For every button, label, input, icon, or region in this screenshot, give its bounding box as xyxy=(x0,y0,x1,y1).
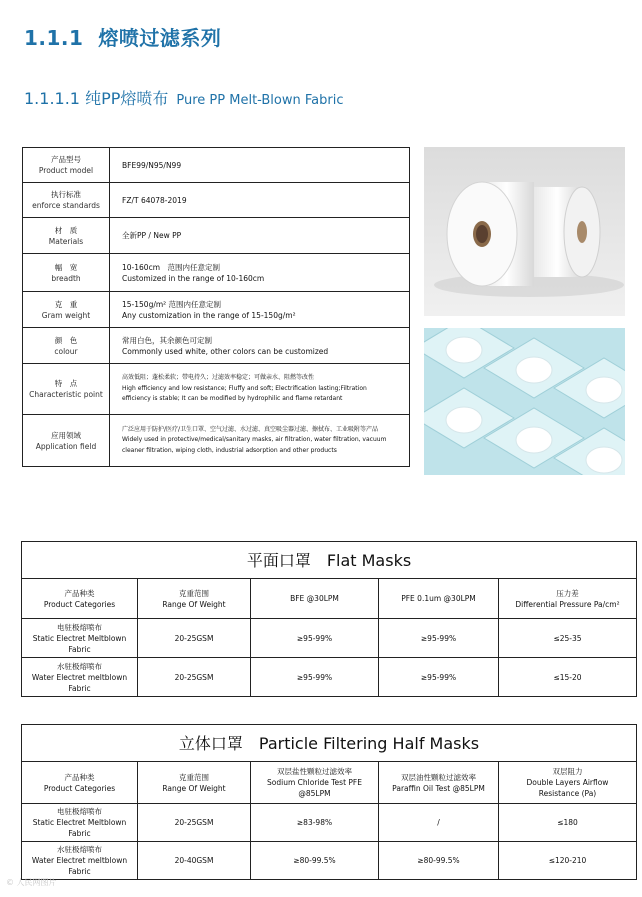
spec-label xyxy=(23,292,110,328)
spec-label xyxy=(23,254,110,292)
column-header-line: Product Categories xyxy=(43,599,116,609)
subsection-number: 1.1.1.1 xyxy=(24,89,80,108)
spec-value xyxy=(110,148,410,183)
spec-label-en: Product model xyxy=(38,166,94,175)
spec-value xyxy=(110,254,410,292)
column-header-line: Resistance (Pa) xyxy=(538,789,597,798)
table-cell: ≥95-99% xyxy=(251,619,379,658)
spec-value xyxy=(110,218,410,254)
column-header-line: Range Of Weight xyxy=(162,783,226,793)
spec-label-en: Gram weight xyxy=(41,310,91,320)
spec-label-cn: 幅 宽 xyxy=(54,262,78,272)
spec-value xyxy=(110,292,410,328)
row-category xyxy=(22,619,138,658)
column-header xyxy=(22,579,138,619)
row-category-line: 水驻极熔喷布 xyxy=(57,845,102,854)
row-category xyxy=(22,804,138,842)
spec-value-line: Widely used in protective/medical/sanitary masks, air filtration, water filtration, vacuum xyxy=(122,436,387,444)
flat-masks-table xyxy=(21,541,637,697)
table-title-row xyxy=(22,542,637,579)
row-category-line: Static Electret Meltblown Fabric xyxy=(32,818,127,838)
table-header-row xyxy=(22,762,637,804)
column-header-line: 产品种类 xyxy=(64,588,95,598)
spec-value-line: efficiency is stable; It can be modified by hydrophilic and flame retardant xyxy=(122,395,343,403)
table-cell: ≤120-210 xyxy=(499,842,637,880)
column-header xyxy=(379,579,499,619)
half-masks-table-body xyxy=(22,725,637,880)
spec-value-line: 10-160cm 范围内任意定制 xyxy=(122,262,220,272)
table-title-row xyxy=(22,725,637,762)
table-cell: ≤180 xyxy=(499,804,637,842)
melt-blown-rolls-photo xyxy=(424,147,625,316)
table-cell: ≤15-20 xyxy=(499,658,637,697)
spec-row xyxy=(23,328,410,364)
spec-value-line: Any customization in the range of 15-150g/m² xyxy=(122,310,296,320)
flat-masks-table-body xyxy=(22,542,637,697)
column-header xyxy=(251,579,379,619)
spec-label xyxy=(23,415,110,467)
row-category-line: Water Electret meltblown Fabric xyxy=(31,856,128,876)
column-header-line: BFE @30LPM xyxy=(290,594,339,603)
watermark: © 人民网图片 xyxy=(6,878,57,887)
table-row xyxy=(22,842,637,880)
column-header-line: Double Layers Airflow xyxy=(526,778,609,787)
table-cell: ≤25-35 xyxy=(499,619,637,658)
spec-label-en: Characteristic point xyxy=(29,390,103,399)
spec-value xyxy=(110,415,410,467)
table-cell: ≥80-99.5% xyxy=(251,842,379,880)
section-title: 熔喷过滤系列 xyxy=(98,26,222,50)
table-cell: / xyxy=(379,804,499,842)
spec-value-line: 广泛应用于防护/医疗/卫生口罩、空气过滤、水过滤、真空吸尘器过滤、擦拭布、工业吸附等产品 xyxy=(122,425,379,433)
spec-label-cn: 应用领域 xyxy=(51,430,81,440)
subsection-title-cn: 纯PP熔喷布 xyxy=(85,89,169,108)
column-header-line: 双层阻力 xyxy=(552,767,583,776)
row-category-line: 电驻极熔喷布 xyxy=(57,807,102,816)
table-header-row xyxy=(22,579,637,619)
subsection-title-en: Pure PP Melt-Blown Fabric xyxy=(176,93,344,108)
spec-value-line: Customized in the range of 10-160cm xyxy=(122,273,265,283)
table-title: 立体口罩 Particle Filtering Half Masks xyxy=(22,725,637,762)
spec-label-en: enforce standards xyxy=(32,201,100,210)
column-header-line: Range Of Weight xyxy=(162,599,226,609)
spec-value-line: 15-150g/m² 范围内任意定制 xyxy=(122,299,222,309)
column-header xyxy=(379,762,499,804)
spec-label-en: colour xyxy=(54,346,78,356)
section-heading xyxy=(24,22,221,51)
spec-value-line: 高效低阻；蓬松柔软；带电持久；过滤效率稳定；可做亲水、阻燃等改性 xyxy=(122,374,315,382)
spec-value-line: BFE99/N95/N99 xyxy=(122,160,182,170)
column-header-line: @85LPM xyxy=(298,789,331,798)
spec-value-line: FZ/T 64078-2019 xyxy=(122,195,187,205)
row-category-line: 水驻极熔喷布 xyxy=(57,661,102,671)
spec-value xyxy=(110,364,410,415)
row-category xyxy=(22,658,138,697)
spec-table-body xyxy=(23,148,410,467)
row-category-line: 电驻极熔喷布 xyxy=(57,622,102,632)
half-masks-table xyxy=(21,724,637,880)
spec-row xyxy=(23,218,410,254)
column-header-line: 克重范围 xyxy=(179,772,209,782)
spec-row xyxy=(23,148,410,183)
spec-label xyxy=(23,328,110,364)
column-header-line: 产品种类 xyxy=(64,772,95,782)
spec-label-cn: 颜 色 xyxy=(54,335,78,345)
spec-label-cn: 产品型号 xyxy=(51,155,81,164)
spec-label-en: Application field xyxy=(35,441,97,451)
spec-row xyxy=(23,292,410,328)
column-header xyxy=(499,762,637,804)
column-header-line: Differential Pressure Pa/cm² xyxy=(515,599,620,609)
spec-label-cn: 克 重 xyxy=(54,299,78,309)
spec-row xyxy=(23,364,410,415)
table-cell: 20-25GSM xyxy=(138,804,251,842)
spec-value-line: 全新PP / New PP xyxy=(122,231,182,240)
column-header-line: PFE 0.1um @30LPM xyxy=(401,594,476,603)
spec-value-line: High efficiency and low resistance; Fluffy and soft; Electrification lasting;Filtration xyxy=(122,384,367,392)
table-cell: ≥95-99% xyxy=(379,619,499,658)
table-cell: ≥80-99.5% xyxy=(379,842,499,880)
table-title: 平面口罩 Flat Masks xyxy=(22,542,637,579)
row-category-line: Water Electret meltblown Fabric xyxy=(31,672,128,693)
section-number: 1.1.1 xyxy=(24,26,84,50)
column-header xyxy=(499,579,637,619)
spec-label xyxy=(23,148,110,183)
column-header-line: 压力差 xyxy=(556,588,579,598)
spec-value xyxy=(110,328,410,364)
column-header xyxy=(251,762,379,804)
column-header-line: Paraffin Oil Test @85LPM xyxy=(392,783,485,793)
spec-label xyxy=(23,218,110,254)
row-category xyxy=(22,842,138,880)
spec-value-line: 常用白色，其余颜色可定制 xyxy=(122,335,212,345)
table-cell: ≥95-99% xyxy=(251,658,379,697)
spec-value-line: cleaner filtration, wiping cloth, industrial adsorption and other products xyxy=(122,446,337,454)
spec-label-cn: 执行标准 xyxy=(51,190,81,199)
spec-table xyxy=(22,147,410,467)
spec-row xyxy=(23,183,410,218)
table-cell: 20-40GSM xyxy=(138,842,251,880)
spec-label xyxy=(23,364,110,415)
column-header xyxy=(138,579,251,619)
table-row xyxy=(22,619,637,658)
spec-label xyxy=(23,183,110,218)
table-cell: ≥95-99% xyxy=(379,658,499,697)
column-header-line: Sodium Chloride Test PFE xyxy=(267,778,362,787)
column-header-line: 双层盐性颗粒过滤效率 xyxy=(277,767,352,776)
masks-package-photo xyxy=(424,328,625,475)
spec-label-en: breadth xyxy=(51,273,81,283)
table-cell: 20-25GSM xyxy=(138,658,251,697)
row-category-line: Static Electret Meltblown Fabric xyxy=(32,633,127,654)
spec-label-cn: 特 点 xyxy=(54,379,78,388)
subsection-heading xyxy=(24,86,344,109)
spec-value xyxy=(110,183,410,218)
column-header xyxy=(138,762,251,804)
column-header-line: 克重范围 xyxy=(179,588,209,598)
column-header xyxy=(22,762,138,804)
table-row xyxy=(22,804,637,842)
column-header-line: Product Categories xyxy=(43,783,116,793)
spec-label-cn: 材 质 xyxy=(54,225,78,235)
spec-value-line: Commonly used white, other colors can be customized xyxy=(122,346,329,356)
spec-row xyxy=(23,254,410,292)
table-row xyxy=(22,658,637,697)
spec-row xyxy=(23,415,410,467)
spec-label-en: Materials xyxy=(48,236,84,246)
column-header-line: 双层油性颗粒过滤效率 xyxy=(401,772,476,782)
table-cell: 20-25GSM xyxy=(138,619,251,658)
table-cell: ≥83-98% xyxy=(251,804,379,842)
